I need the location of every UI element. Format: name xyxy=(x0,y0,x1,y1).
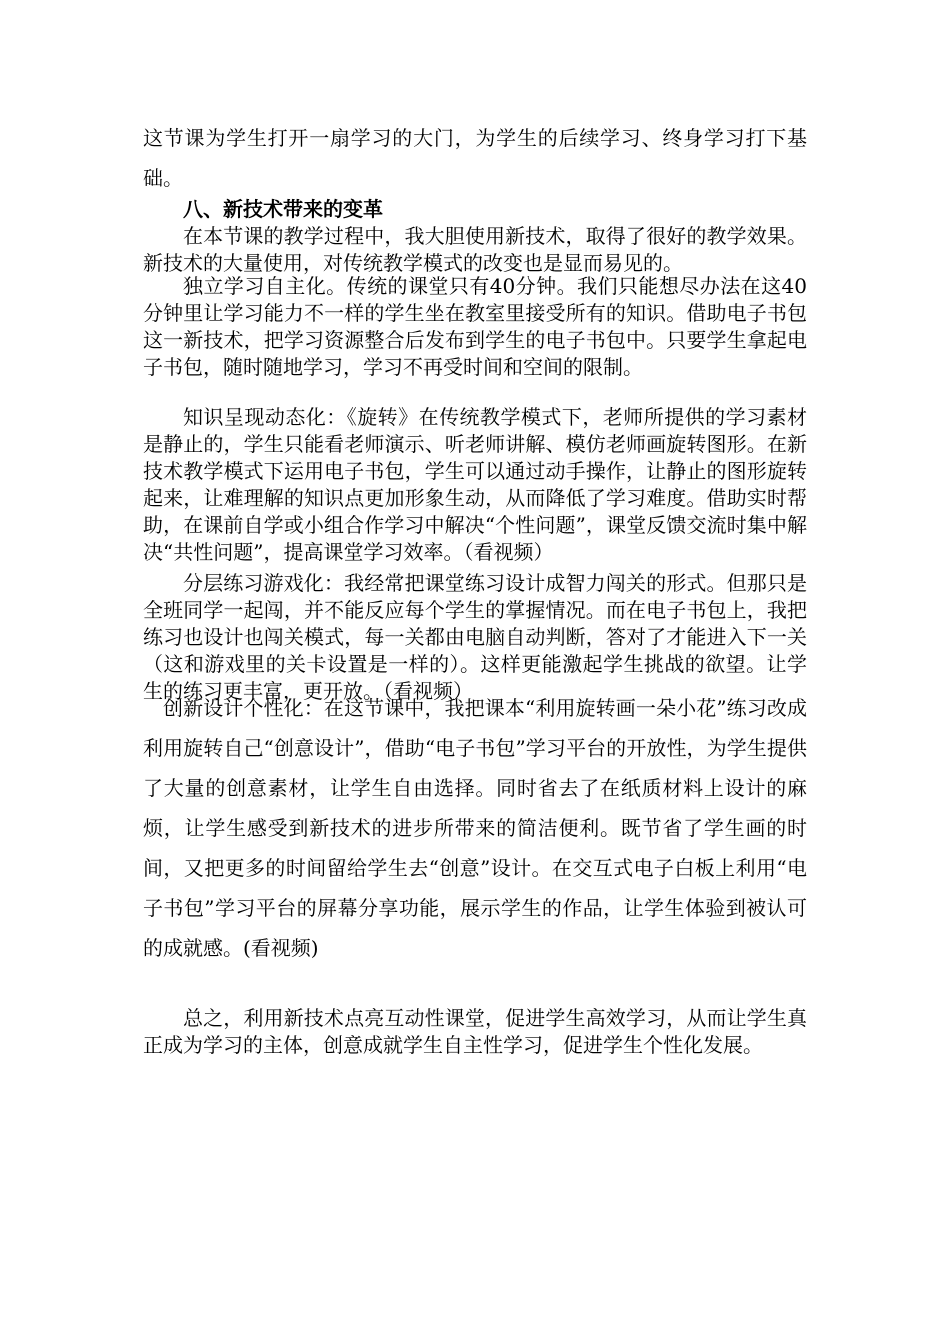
paragraph-creative-design: 创新设计个性化：在这节课中，我把课本“利用旋转画一朵小花”练习改成利用旋转自己“创意设计”，借助“电子书包”学习平台的开放性，为学生提供了大量的创意素材，让学生自由选择。同时省去了在纸质材料上设计的麻烦，让学生感受到新技术的进步所带来的简洁便利。既节省了学生画的时间，又把更多的时间留给学生去“创意”设计。在交互式电子白板上利用“电子书包”学习平台的屏幕分享功能，展示学生的作品，让学生体验到被认可的成就感。(看视频) xyxy=(143,696,807,960)
paragraph-layered-practice: 分层练习游戏化：我经常把课堂练习设计成智力闯关的形式。但那只是全班同学一起闯，并不能反应每个学生的掌握情况。而在电子书包上，我把练习也设计也闯关模式，每一关都由电脑自动判断，答对了才能进入下一关（这和游戏里的关卡设置是一样的）。这样更能激起学生挑战的欲望。让学生的练习更丰富，更开放。（看视频） xyxy=(143,571,807,703)
paragraph-dynamic-knowledge: 知识呈现动态化：《旋转》在传统教学模式下，老师所提供的学习素材是静止的，学生只能看老师演示、听老师讲解、模仿老师画旋转图形。在新技术教学模式下运用电子书包，学生可以通过动手操作，让静止的图形旋转起来，让难理解的知识点更加形象生动，从而降低了学习难度。借助实时帮助，在课前自学或小组合作学习中解决“个性问题”，课堂反馈交流时集中解决“共性问题”，提高课堂学习效率。（看视频） xyxy=(143,405,807,564)
section-heading: 八、新技术带来的变革 xyxy=(183,197,383,221)
intro-continuation-paragraph: 这节课为学生打开一扇学习的大门，为学生的后续学习、终身学习打下基础。 xyxy=(143,126,807,190)
paragraph-new-tech-intro: 在本节课的教学过程中，我大胆使用新技术，取得了很好的教学效果。新技术的大量使用，对传统教学模式的改变也是显而易见的。 xyxy=(143,224,807,275)
paragraph-conclusion: 总之，利用新技术点亮互动性课堂，促进学生高效学习，从而让学生真正成为学习的主体，创意成就学生自主性学习，促进学生个性化发展。 xyxy=(143,1006,807,1057)
paragraph-independent-learning: 独立学习自主化。传统的课堂只有40分钟。我们只能想尽办法在这40分钟里让学习能力不一样的学生坐在教室里接受所有的知识。借助电子书包这一新技术，把学习资源整合后发布到学生的电子书包中。只要学生拿起电子书包，随时随地学习，学习不再受时间和空间的限制。 xyxy=(143,274,807,379)
